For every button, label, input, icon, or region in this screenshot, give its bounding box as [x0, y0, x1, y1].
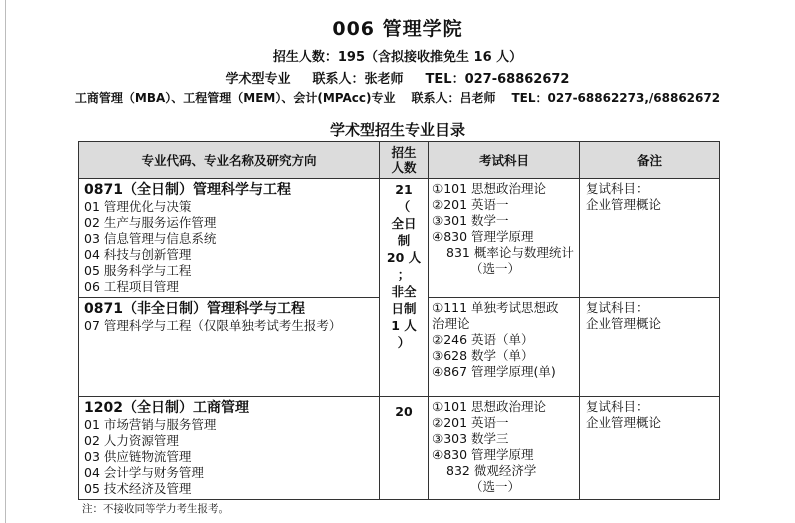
- subjects-cell: [429, 397, 580, 500]
- subject-item: ②201 英语一: [432, 197, 509, 212]
- count-line: （: [397, 199, 411, 214]
- subject-item: ③628 数学（单）: [432, 348, 534, 363]
- retest-label: 复试科目：: [586, 300, 649, 315]
- academic-contact-line: [0, 68, 795, 87]
- header-program: 专业代码、专业名称及研究方向: [79, 142, 380, 179]
- retest-cell: [580, 179, 720, 298]
- subject-item: 831 概率论与数理统计: [446, 245, 574, 260]
- retest-value: 企业管理概论: [586, 316, 662, 331]
- professional-type: 工商管理（MBA）、工程管理（MEM）、会计(MPAcc)专业: [74, 91, 396, 105]
- program-title: 0871（非全日制）管理科学与工程: [84, 301, 305, 317]
- subject-item: 832 微观经济学: [446, 463, 537, 478]
- subjects-cell: [429, 298, 580, 397]
- table-row: [79, 179, 720, 298]
- subject-item: ④830 管理学原理: [432, 447, 534, 462]
- subject-item: （选一）: [470, 479, 521, 494]
- catalog-title: 学术型招生专业目录: [329, 121, 465, 139]
- count-line: 20 人: [386, 250, 422, 265]
- count-line: 日制: [391, 301, 417, 316]
- subject-item: ①101 思想政治理论: [432, 181, 547, 196]
- retest-cell: [580, 397, 720, 500]
- subject-item: ④830 管理学原理: [432, 229, 534, 244]
- professional-tel: TEL：027-68862273,/68862672: [511, 91, 721, 105]
- program-cell: [79, 298, 380, 397]
- academic-type: 学术型专业: [225, 72, 291, 87]
- professional-contact: 联系人：吕老师: [411, 91, 496, 105]
- count-line: 制: [397, 233, 411, 248]
- count-line: 21: [395, 182, 413, 197]
- subject-item: （选一）: [470, 261, 521, 276]
- retest-cell: [580, 298, 720, 397]
- direction-item: 06 工程项目管理: [84, 279, 179, 294]
- table-header-row: [79, 142, 720, 179]
- subject-item: ①101 思想政治理论: [432, 399, 547, 414]
- subject-item: ①111 单独考试思想政: [432, 300, 559, 315]
- table-row: [79, 397, 720, 500]
- subjects-cell: [429, 179, 580, 298]
- page-title: 006 管理学院: [332, 18, 463, 40]
- direction-item: 03 供应链物流管理: [84, 449, 192, 464]
- program-title: 0871（全日制）管理科学与工程: [84, 182, 291, 198]
- program-title: 1202（全日制）工商管理: [84, 400, 249, 416]
- direction-item: 05 服务科学与工程: [84, 263, 192, 278]
- merged-count-cell: [380, 179, 429, 397]
- direction-item: 02 生产与服务运作管理: [84, 215, 217, 230]
- direction-item: 07 管理科学与工程（仅限单独考试考生报考）: [84, 318, 342, 333]
- direction-item: 01 管理优化与决策: [84, 199, 192, 214]
- subject-item: 治理论: [432, 316, 470, 331]
- direction-item: 04 会计学与财务管理: [84, 465, 204, 480]
- subject-item: ②201 英语一: [432, 415, 509, 430]
- retest-label: 复试科目：: [586, 399, 649, 414]
- direction-item: 04 科技与创新管理: [84, 247, 192, 262]
- header-notes: 备注: [580, 142, 720, 179]
- count-line: 非全: [391, 284, 417, 299]
- academic-tel: TEL：027-68862672: [425, 72, 570, 87]
- professional-contact-line: [0, 89, 795, 106]
- footnote: 注：不接收同等学力考生报考。: [82, 503, 229, 515]
- retest-label: 复试科目：: [586, 181, 649, 196]
- academic-contact: 联系人：张老师: [312, 72, 404, 87]
- direction-item: 05 技术经济及管理: [84, 481, 192, 496]
- count-line: 1 人: [391, 318, 417, 333]
- direction-item: 03 信息管理与信息系统: [84, 231, 217, 246]
- count-line: ）: [397, 335, 411, 350]
- header-count: 招生人数: [380, 142, 429, 179]
- program-cell: [79, 397, 380, 500]
- count-cell: 20: [380, 397, 429, 500]
- subject-item: ③303 数学三: [432, 431, 509, 446]
- catalog-table: [78, 141, 720, 500]
- direction-item: 02 人力资源管理: [84, 433, 179, 448]
- enrollment-line: 招生人数：195（含拟接收推免生 16 人）: [272, 50, 523, 65]
- program-cell: [79, 179, 380, 298]
- header-subjects: 考试科目: [429, 142, 580, 179]
- direction-item: 01 市场营销与服务管理: [84, 417, 217, 432]
- subject-item: ③301 数学一: [432, 213, 509, 228]
- subject-item: ④867 管理学原理(单): [432, 364, 556, 379]
- retest-value: 企业管理概论: [586, 197, 662, 212]
- subject-item: ②246 英语（单）: [432, 332, 534, 347]
- count-line: ；: [397, 267, 411, 282]
- retest-value: 企业管理概论: [586, 415, 662, 430]
- count-line: 全日: [391, 216, 417, 231]
